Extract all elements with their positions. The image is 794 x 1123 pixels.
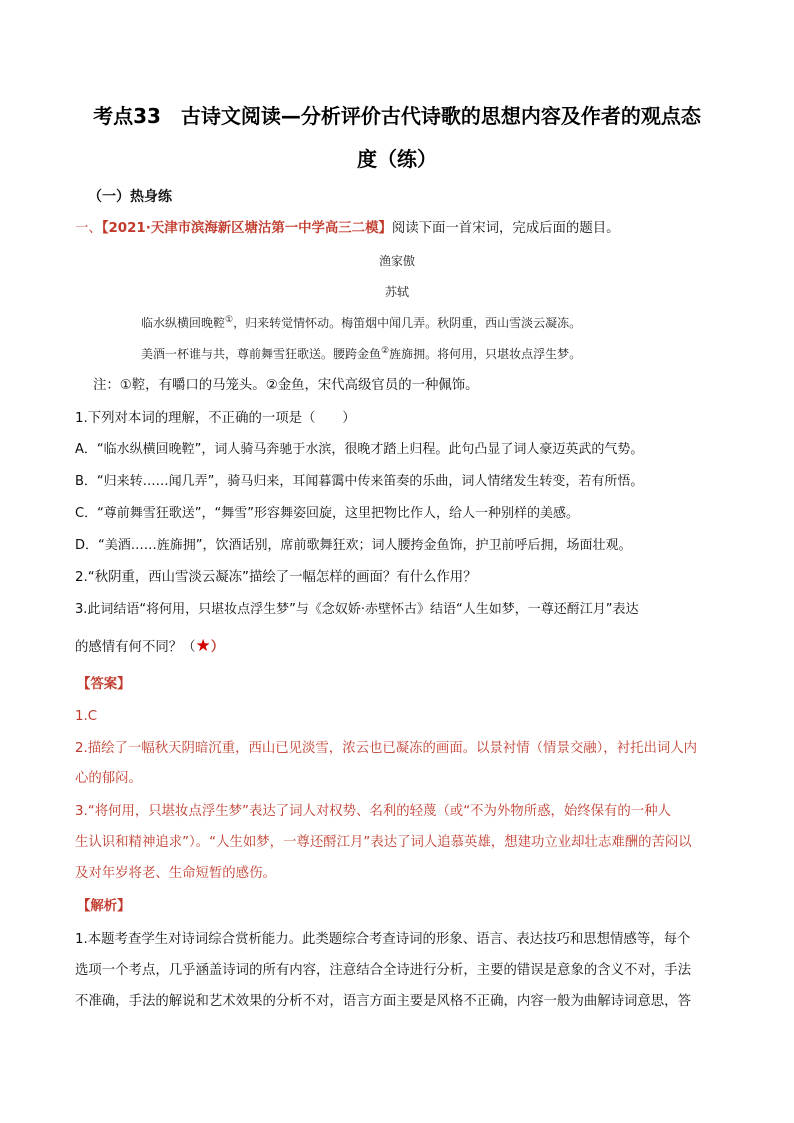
analysis-header: 【解析】 bbox=[77, 899, 131, 914]
question-2: 2.“秋阴重，西山雪淡云凝冻”描绘了一幅怎样的画面？有什么作用？ bbox=[75, 570, 477, 585]
poem-notes: 注：①鞚，有嚼口的马笼头。②金鱼，宋代高级官员的一种佩饰。 bbox=[93, 378, 479, 393]
page-title-continued: 度（练） bbox=[357, 147, 437, 171]
answer-3-line-3: 及对年岁将老、生命短暂的感伤。 bbox=[75, 866, 276, 881]
option-d: D．“美酒……旌旆拥”，饮酒话别，席前歌舞狂欢；词人腰挎金鱼饰，护卫前呼后拥，场面壮观。 bbox=[75, 538, 632, 553]
poem-line-1-part-b: ，归来转觉情怀动。梅笛烟中闻几弄。秋阴重，西山雪淡云凝冻。 bbox=[233, 316, 582, 330]
poem-line-2 bbox=[141, 347, 581, 361]
answer-3-line-2: 生认识和精神追求”）。“人生如梦，一尊还酹江月”表达了词人追慕英雄，想建功立业却壮志难酬的苦闷以 bbox=[75, 835, 692, 850]
difficulty-star-icon: ★ bbox=[195, 636, 211, 656]
option-a: A．“临水纵横回晚鞚”，词人骑马奔驰于水滨，很晚才踏上归程。此句凸显了词人豪迈英武的气势。 bbox=[75, 442, 644, 457]
poem-author: 苏轼 bbox=[384, 285, 409, 299]
answer-2-line-2: 心的郁闷。 bbox=[75, 771, 142, 786]
analysis-line-3: 不准确，手法的解说和艺术效果的分析不对，语言方面主要是风格不正确，内容一般为曲解诗词意思，答 bbox=[75, 994, 691, 1009]
poem-line-2-part-a: 美酒一杯谁与共，尊前舞雪狂歌送。腰跨金鱼 bbox=[141, 347, 382, 361]
question-3-line-2 bbox=[75, 638, 224, 656]
footnote-marker-1: ① bbox=[225, 315, 234, 325]
poem-title: 渔家傲 bbox=[378, 254, 415, 268]
question-instruction: 阅读下面一首宋词，完成后面的题目。 bbox=[391, 221, 620, 236]
question-3-close-paren: ） bbox=[210, 640, 225, 655]
option-b: B．“归来转……闻几弄”，骑马归来，耳闻暮霭中传来笛奏的乐曲，词人情绪发生转变，若有所悟。 bbox=[75, 474, 644, 489]
answer-3-line-1: 3.“将何用，只堪妆点浮生梦”表达了词人对权势、名利的轻蔑（或“不为外物所惑，始终保有的一种人 bbox=[75, 804, 671, 819]
question-3-line-1: 3.此词结语“将何用，只堪妆点浮生梦”与《念奴娇·赤壁怀古》结语“人生如梦，一尊还酹江月”表达 bbox=[75, 602, 639, 617]
analysis-line-2: 选项一个考点，几乎涵盖诗词的所有内容，注意结合全诗进行分析，主要的错误是意象的含义不对，手法 bbox=[75, 963, 691, 978]
option-c: C．“尊前舞雪狂歌送”，“舞雪”形容舞姿回旋，这里把物比作人，给人一种别样的美感。 bbox=[75, 506, 580, 521]
answer-1: 1.C bbox=[75, 709, 98, 724]
answer-2-line-1: 2.描绘了一幅秋天阴暗沉重，西山已见淡雪，浓云也已凝冻的画面。以景衬情（情景交融），衬托出词人内 bbox=[75, 741, 698, 756]
question-intro bbox=[75, 221, 620, 237]
answer-header: 【答案】 bbox=[77, 677, 131, 692]
question-1: 1.下列对本词的理解，不正确的一项是（ ） bbox=[75, 411, 356, 426]
page-title: 考点33 古诗文阅读—分析评价古代诗歌的思想内容及作者的观点态 bbox=[93, 104, 701, 128]
analysis-line-1: 1.本题考查学生对诗词综合赏析能力。此类题综合考查诗词的形象、语言、表达技巧和思想情感等，每个 bbox=[75, 932, 691, 947]
poem-line-1-part-a: 临水纵横回晚鞚 bbox=[141, 316, 226, 330]
question-number: 一、 bbox=[75, 221, 102, 236]
section-label: （一）热身练 bbox=[88, 189, 172, 205]
question-3-text: 的感情有何不同？（ bbox=[75, 640, 196, 655]
poem-line-1 bbox=[141, 316, 581, 330]
footnote-marker-2: ② bbox=[381, 346, 390, 356]
poem-line-2-part-b: 旌旆拥。将何用，只堪妆点浮生梦。 bbox=[389, 347, 582, 361]
question-source: 【2021·天津市滨海新区塘沽第一中学高三二模】 bbox=[101, 221, 392, 236]
